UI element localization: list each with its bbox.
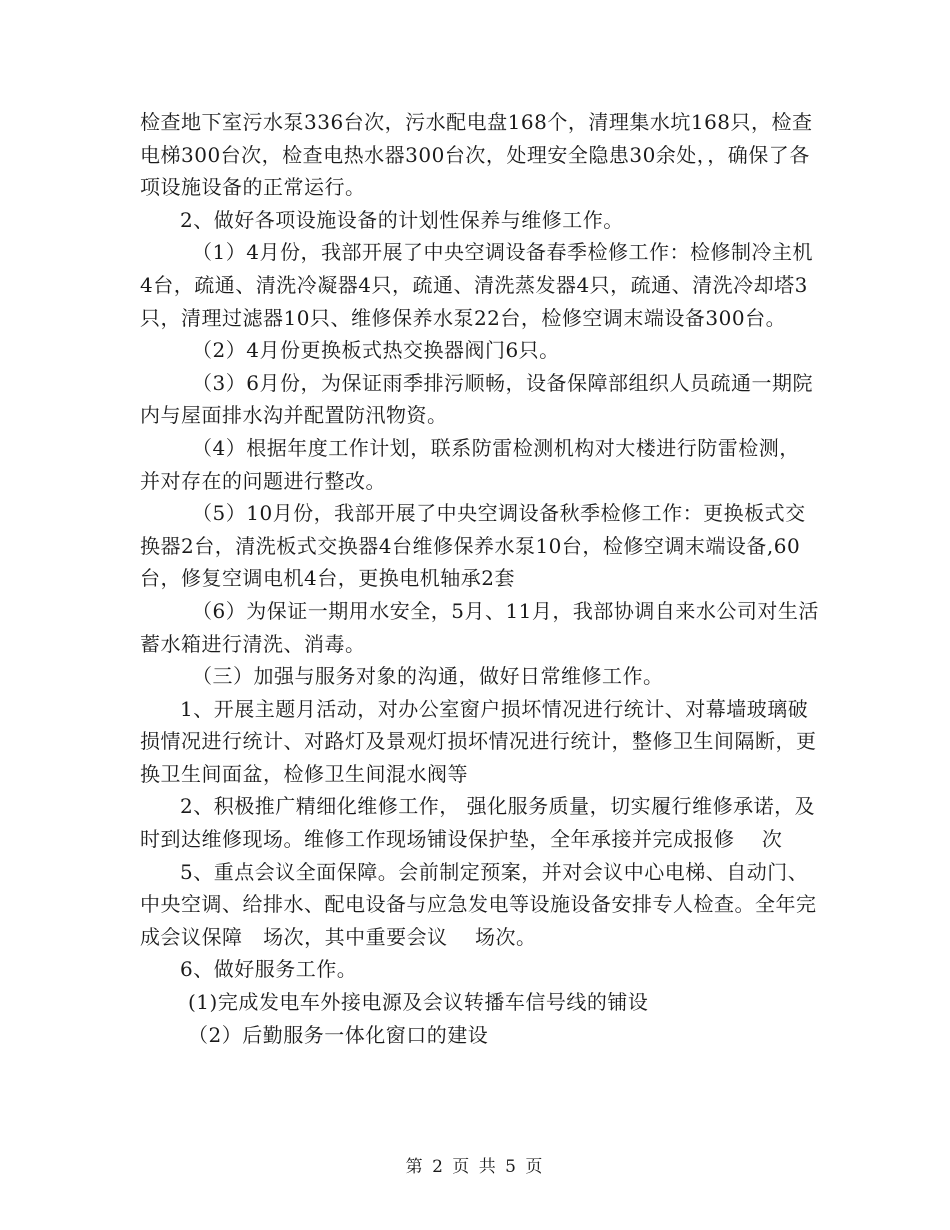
paragraph-heading-3: （三）加强与服务对象的沟通，做好日常维修工作。: [192, 664, 664, 689]
paragraph-point-5: 5、重点会议全面保障。会前制定预案，并对会议中心电梯、自动门、中央空调、给排水、配电设备与应急发电等设施设备安排专人检查。全年完成会议保障 场次，其中重要会议 场次。: [140, 859, 817, 949]
paragraph-point-1: 1、开展主题月活动，对办公室窗户损坏情况进行统计、对幕墙玻璃破损情况进行统计、对路灯及景观灯损坏情况进行统计，整修卫生间隔断，更换卫生间面盆，检修卫生间混水阀等: [140, 696, 817, 786]
paragraph-item-2: （2）4月份更换板式热交换器阀门6只。: [192, 338, 560, 363]
paragraph-subitem-1: (1)完成发电车外接电源及会议转播车信号线的铺设: [188, 990, 649, 1015]
paragraph-point-2: 2、积极推广精细化维修工作， 强化服务质量，切实履行维修承诺，及时到达维修现场。维修工作现场铺设保护垫，全年承接并完成报修 次: [140, 794, 816, 852]
paragraph-section-2: 2、做好各项设施设备的计划性保养与维修工作。: [180, 207, 624, 232]
paragraph-continued: 检查地下室污水泵336台次，污水配电盘168个，清理集水坑168只，检查电梯300台次，检查电热水器300台次，处理安全隐患30余处，，确保了各项设施设备的正常运行。: [140, 110, 813, 200]
paragraph-item-1: （1）4月份，我部开展了中央空调设备春季检修工作：检修制冷主机4台，疏通、清洗冷凝器4只，疏通、清洗蒸发器4只，疏通、清洗冷却塔3只，清理过滤器10只、维修保养水泵22台，检修空调末端设备300台。: [140, 240, 813, 330]
document-body: [140, 106, 820, 1051]
paragraph-item-4: （4）根据年度工作计划，联系防雷检测机构对大楼进行防雷检测，并对存在的问题进行整改。: [140, 435, 800, 493]
paragraph-item-5: （5）10月份，我部开展了中央空调设备秋季检修工作：更换板式交换器2台，清洗板式交换器4台维修保养水泵10台，检修空调末端设备,60台，修复空调电机4台，更换电机轴承2套: [140, 501, 806, 591]
paragraph-item-3: （3）6月份，为保证雨季排污顺畅，设备保障部组织人员疏通一期院内与屋面排水沟并配置防汛物资。: [140, 370, 813, 428]
page-number-footer: 第 2 页 共 5 页: [405, 1157, 545, 1177]
paragraph-item-6: （6）为保证一期用水安全，5月、11月，我部协调自来水公司对生活蓄水箱进行清洗、消毒。: [140, 598, 819, 656]
paragraph-subitem-2: （2）后勤服务一体化窗口的建设: [188, 1022, 489, 1047]
paragraph-point-6: 6、做好服务工作。: [180, 957, 358, 982]
